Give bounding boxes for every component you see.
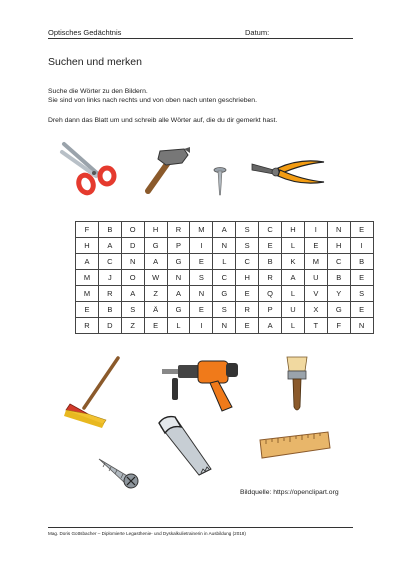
grid-cell: G (213, 286, 236, 302)
grid-cell: S (190, 270, 213, 286)
grid-cell: M (76, 286, 99, 302)
grid-cell: H (327, 238, 350, 254)
grid-cell: L (213, 254, 236, 270)
grid-cell: A (144, 254, 167, 270)
ruler-icon (258, 430, 332, 466)
grid-cell: B (259, 254, 282, 270)
grid-cell: L (282, 286, 305, 302)
grid-cell: L (282, 238, 305, 254)
grid-cell: E (190, 302, 213, 318)
grid-cell: Z (144, 286, 167, 302)
grid-cell: D (98, 318, 121, 334)
date-label: Datum: (245, 28, 270, 37)
grid-cell: R (236, 302, 259, 318)
grid-cell: Ä (144, 302, 167, 318)
grid-cell: E (190, 254, 213, 270)
page-title: Suchen und merken (48, 56, 142, 68)
grid-cell: M (304, 254, 327, 270)
drill-icon (160, 355, 242, 413)
word-search-grid (75, 221, 374, 334)
grid-cell: A (76, 254, 99, 270)
grid-cell: I (350, 238, 373, 254)
grid-cell: I (190, 238, 213, 254)
paint-brush-icon (283, 355, 311, 413)
grid-cell: G (327, 302, 350, 318)
grid-cell: L (282, 318, 305, 334)
grid-cell: E (259, 238, 282, 254)
grid-cell: F (327, 318, 350, 334)
grid-cell: W (144, 270, 167, 286)
grid-cell: P (259, 302, 282, 318)
grid-cell: E (350, 222, 373, 238)
grid-cell: G (167, 302, 190, 318)
grid-cell: N (190, 286, 213, 302)
grid-row (76, 222, 374, 238)
grid-cell: C (236, 254, 259, 270)
grid-cell: E (236, 318, 259, 334)
grid-cell: L (167, 318, 190, 334)
grid-cell: S (236, 238, 259, 254)
grid-cell: O (121, 222, 144, 238)
grid-cell: S (213, 302, 236, 318)
grid-cell: A (213, 222, 236, 238)
grid-cell: N (213, 318, 236, 334)
grid-cell: C (259, 222, 282, 238)
grid-cell: I (304, 222, 327, 238)
grid-cell: N (121, 254, 144, 270)
grid-cell: B (327, 270, 350, 286)
grid-cell: E (76, 302, 99, 318)
grid-cell: R (167, 222, 190, 238)
grid-row (76, 270, 374, 286)
grid-cell: B (98, 302, 121, 318)
grid-cell: A (259, 318, 282, 334)
grid-cell: R (76, 318, 99, 334)
grid-cell: A (167, 286, 190, 302)
grid-cell: B (98, 222, 121, 238)
grid-cell: N (213, 238, 236, 254)
grid-cell: M (190, 222, 213, 238)
grid-cell: C (327, 254, 350, 270)
grid-cell: E (350, 270, 373, 286)
grid-row (76, 254, 374, 270)
grid-row (76, 238, 374, 254)
grid-cell: F (76, 222, 99, 238)
hammer-icon (140, 145, 192, 197)
grid-cell: V (304, 286, 327, 302)
grid-cell: X (304, 302, 327, 318)
grid-cell: K (282, 254, 305, 270)
worksheet-title-header: Optisches Gedächtnis (48, 28, 122, 37)
grid-cell: G (144, 238, 167, 254)
grid-cell: J (98, 270, 121, 286)
grid-cell: R (259, 270, 282, 286)
pliers-icon (250, 152, 326, 192)
grid-cell: Z (121, 318, 144, 334)
grid-cell: N (167, 270, 190, 286)
broom-icon (62, 354, 124, 430)
author-footer: Mag. Doris Gottsbacher – Diplomierte Legasthenie- und Dyskalkulietrainerin in Ausbildung (2018) (48, 531, 246, 536)
grid-cell: N (350, 318, 373, 334)
grid-row (76, 302, 374, 318)
grid-cell: T (304, 318, 327, 334)
grid-cell: H (144, 222, 167, 238)
grid-row (76, 286, 374, 302)
grid-cell: E (304, 238, 327, 254)
image-source-credit: Bildquelle: https://openclipart.org (240, 489, 339, 496)
screw-icon (95, 455, 141, 491)
grid-cell: A (98, 238, 121, 254)
grid-cell: U (304, 270, 327, 286)
header-divider (48, 38, 353, 39)
grid-cell: R (98, 286, 121, 302)
scissors-icon (58, 140, 120, 196)
grid-cell: E (236, 286, 259, 302)
grid-cell: S (121, 302, 144, 318)
grid-cell: E (350, 302, 373, 318)
grid-cell: Q (259, 286, 282, 302)
grid-row (76, 318, 374, 334)
grid-cell: U (282, 302, 305, 318)
grid-cell: M (76, 270, 99, 286)
grid-cell: B (350, 254, 373, 270)
grid-cell: C (98, 254, 121, 270)
grid-cell: G (167, 254, 190, 270)
grid-cell: N (327, 222, 350, 238)
grid-cell: C (213, 270, 236, 286)
grid-cell: S (350, 286, 373, 302)
instruction-line-1: Suche die Wörter zu den Bildern. (48, 88, 148, 95)
saw-icon (157, 415, 213, 477)
grid-cell: H (282, 222, 305, 238)
grid-cell: H (236, 270, 259, 286)
nail-icon (212, 166, 228, 196)
grid-cell: S (236, 222, 259, 238)
grid-cell: O (121, 270, 144, 286)
grid-cell: Y (327, 286, 350, 302)
grid-cell: I (190, 318, 213, 334)
grid-cell: E (144, 318, 167, 334)
instruction-line-2: Sie sind von links nach rechts und von oben nach unten geschrieben. (48, 97, 257, 104)
grid-cell: A (121, 286, 144, 302)
grid-cell: A (282, 270, 305, 286)
instruction-line-3: Dreh dann das Blatt um und schreib alle Wörter auf, die du dir gemerkt hast. (48, 117, 278, 124)
grid-cell: D (121, 238, 144, 254)
grid-cell: P (167, 238, 190, 254)
footer-divider (48, 527, 353, 528)
grid-cell: H (76, 238, 99, 254)
